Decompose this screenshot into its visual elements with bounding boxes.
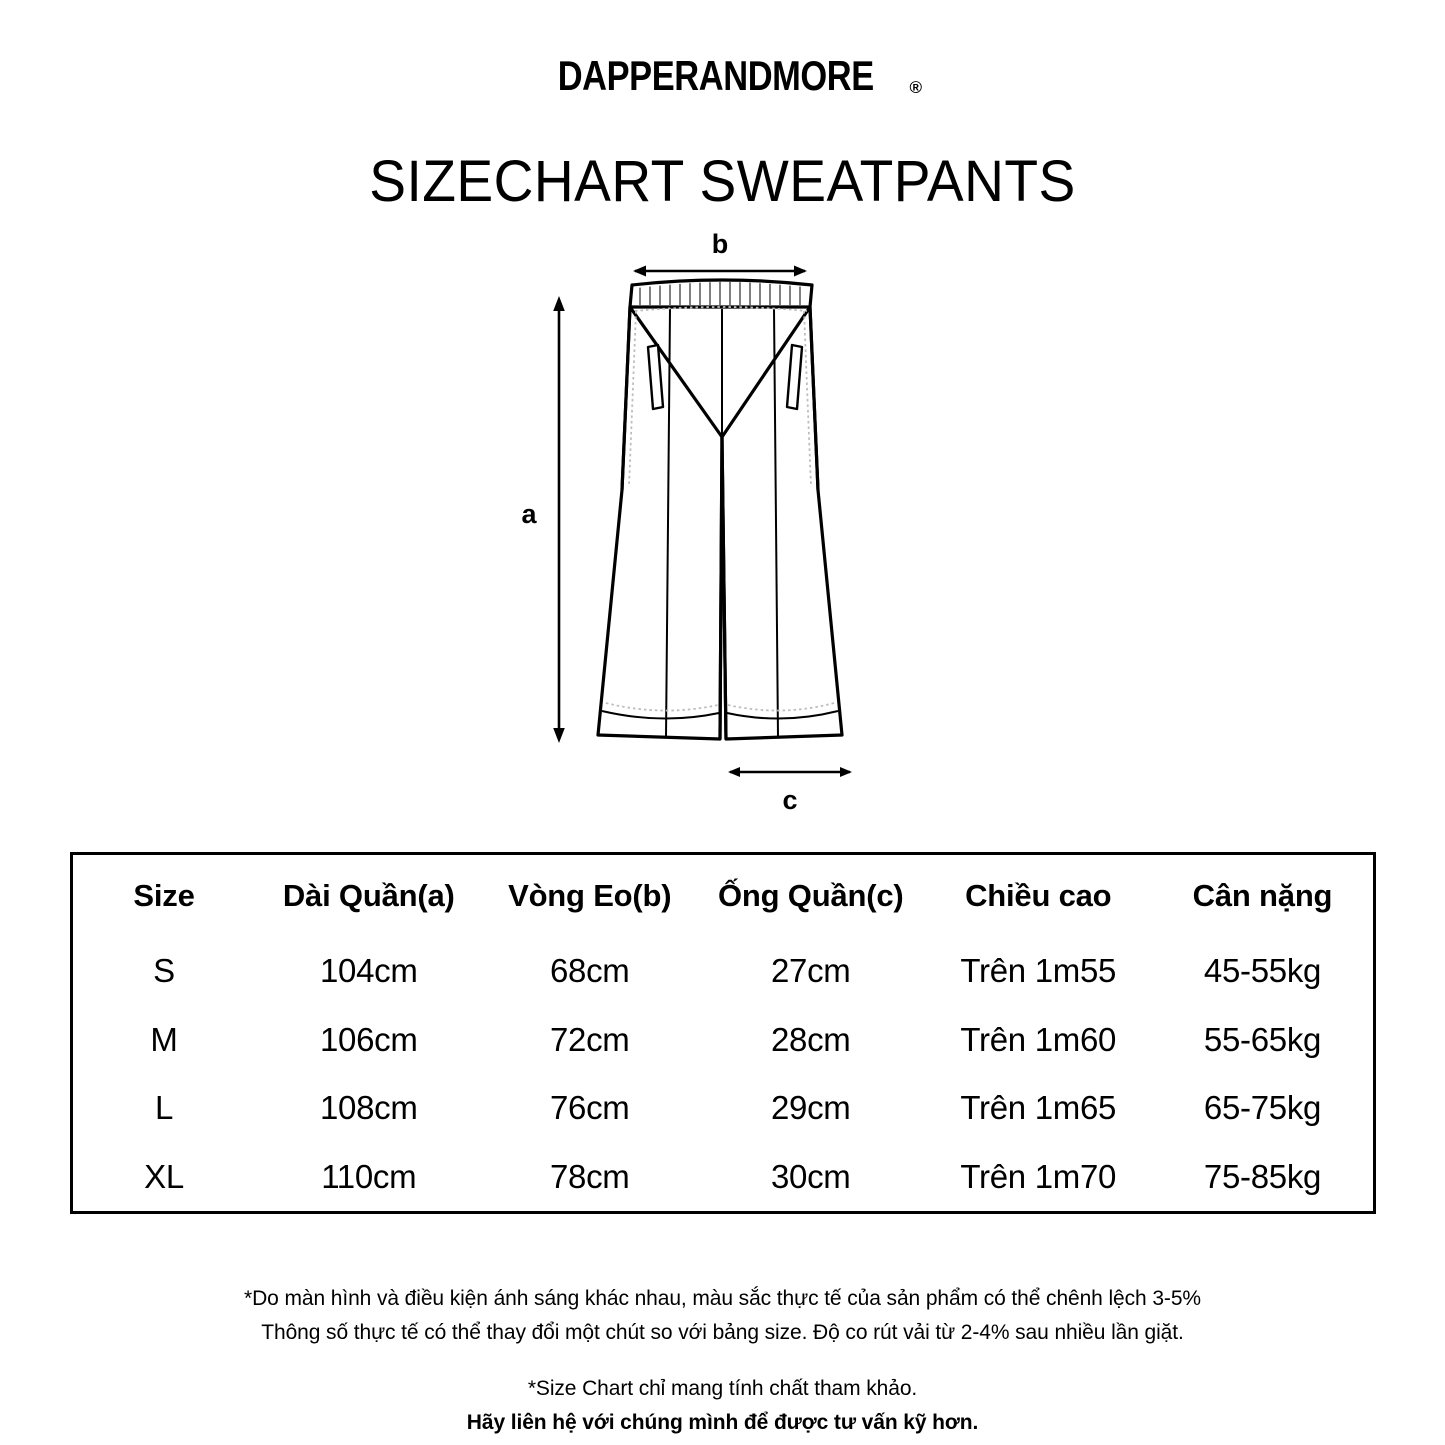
cell-length: 110cm [321, 1157, 417, 1195]
waist-arrow-head-left [633, 266, 646, 277]
footnote-measurement-disclaimer: Thông số thực tế có thể thay đổi một chút so với bảng size. Độ co rút vải từ 2-4% sau nhiều lần giặt. [261, 1321, 1184, 1344]
cell-leg: 29cm [771, 1089, 851, 1127]
length-arrow-head-bottom [553, 728, 565, 743]
table-row [73, 1006, 1373, 1075]
brand-name: DAPPERANDMORE [557, 52, 874, 99]
size-table [73, 855, 1373, 1211]
cell-length: 108cm [319, 1089, 418, 1127]
column-header-size: Size [133, 878, 195, 913]
length-dimension-label: a [521, 499, 537, 529]
cell-length: 106cm [319, 1020, 418, 1058]
waist-arrow-head-right [794, 266, 807, 277]
cell-height: Trên 1m60 [960, 1020, 1117, 1058]
registered-trademark-icon: ® [909, 78, 923, 97]
table-row [73, 937, 1373, 1006]
footnote-spacer [0, 1350, 1445, 1372]
column-header-leg: Ống Quần(c) [717, 878, 904, 913]
right-leg-shape [722, 307, 842, 739]
cell-height: Trên 1m70 [960, 1157, 1117, 1195]
footnotes [0, 1282, 1445, 1440]
cell-height: Trên 1m65 [960, 1089, 1117, 1127]
cell-weight: 75-85kg [1203, 1157, 1322, 1195]
cell-size: XL [144, 1157, 184, 1195]
length-arrow-head-top [553, 296, 565, 311]
cell-weight: 55-65kg [1203, 1020, 1322, 1058]
sweatpants-diagram [430, 225, 1030, 825]
pants-outline [598, 307, 842, 739]
column-header-height: Chiều cao [965, 878, 1112, 913]
hem-arrow-head-right [840, 767, 852, 777]
cell-waist: 76cm [550, 1089, 630, 1127]
table-row [73, 1074, 1373, 1143]
cell-height: Trên 1m55 [960, 952, 1117, 990]
cell-leg: 27cm [771, 952, 851, 990]
table-row [73, 1143, 1373, 1212]
cell-leg: 30cm [771, 1157, 851, 1195]
cell-waist: 72cm [550, 1020, 630, 1058]
waistband [630, 280, 812, 307]
cell-size: M [150, 1020, 178, 1058]
cell-size: S [153, 952, 175, 990]
hem-dimension-label: c [782, 785, 798, 815]
footnote-reference-disclaimer: *Size Chart chỉ mang tính chất tham khảo. [527, 1377, 918, 1400]
cell-weight: 45-55kg [1203, 952, 1322, 990]
size-table-container [70, 852, 1376, 1214]
cell-weight: 65-75kg [1203, 1089, 1322, 1127]
cell-waist: 68cm [550, 952, 630, 990]
footnote-contact-cta: Hãy liên hệ với chúng mình để được tư vấn kỹ hơn. [466, 1411, 979, 1434]
column-header-length: Dài Quần(a) [282, 878, 455, 913]
waist-dimension-label: b [711, 229, 729, 259]
column-header-weight: Cân nặng [1192, 878, 1333, 913]
table-header-row [73, 855, 1373, 937]
cell-waist: 78cm [550, 1157, 630, 1195]
column-header-waist: Vòng Eo(b) [508, 878, 672, 913]
brand-logo [0, 52, 1445, 100]
cell-size: L [154, 1089, 174, 1127]
cell-leg: 28cm [771, 1020, 851, 1058]
waistband-shape [630, 280, 812, 307]
page-title: SIZECHART SWEATPANTS [369, 149, 1076, 214]
cell-length: 104cm [319, 952, 418, 990]
hem-arrow-head-left [728, 767, 740, 777]
footnote-color-disclaimer: *Do màn hình và điều kiện ánh sáng khác nhau, màu sắc thực tế của sản phẩm có thể chênh lệch 3-5% [244, 1287, 1201, 1310]
